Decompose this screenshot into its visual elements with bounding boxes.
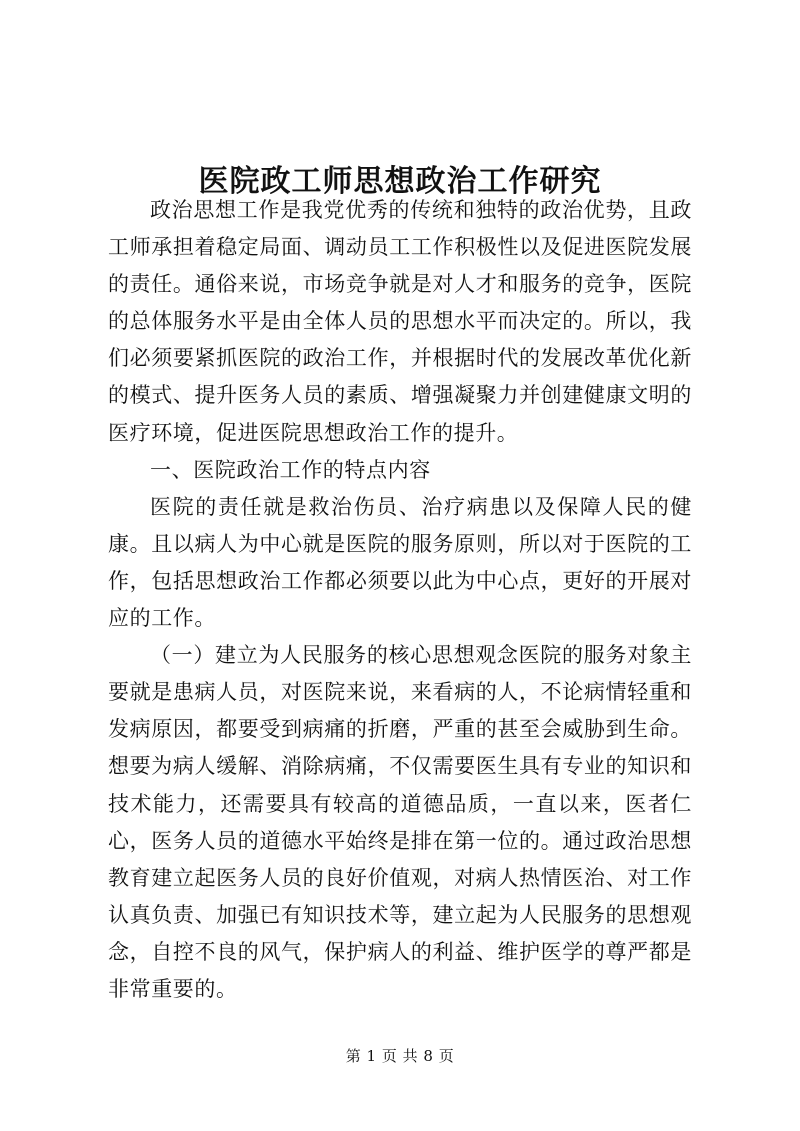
page-footer: 第 1 页 共 8 页 [345,1047,455,1065]
subsection-paragraph: （一）建立为人民服务的核心思想观念医院的服务对象主要就是患病人员，对医院来说，来看病的人，不论病情轻重和发病原因，都要受到病痛的折磨，严重的甚至会威胁到生命。想要为病人缓解、消除病痛，不仅需要医生具有专业的知识和技术能力，还需要具有较高的道德品质，一直以来，医者仁心，医务人员的道德水平始终是排在第一位的。通过政治思想教育建立起医务人员的良好价值观，对病人热情医治、对工作认真负责、加强已有知识技术等，建立起为人民服务的思想观念，自控不良的风气，保护病人的利益、维护医学的尊严都是非常重要的。 [108,643,692,1001]
document-body [108,192,692,1008]
intro-paragraph: 政治思想工作是我党优秀的传统和独特的政治优势，且政工师承担着稳定局面、调动员工工作积极性以及促进医院发展的责任。通俗来说，市场竞争就是对人才和服务的竞争，医院的总体服务水平是由全体人员的思想水平而决定的。所以，我们必须要紧抓医院的政治工作，并根据时代的发展改革优化新的模式、提升医务人员的素质、增强凝聚力并创建健康文明的医疗环境，促进医院思想政治工作的提升。 [108,198,692,445]
section-heading: 一、医院政治工作的特点内容 [150,457,431,482]
section-paragraph: 医院的责任就是救治伤员、治疗病患以及保障人民的健康。且以病人为中心就是医院的服务原则，所以对于医院的工作，包括思想政治工作都必须要以此为中心点，更好的开展对应的工作。 [108,494,692,631]
document-title: 医院政工师思想政治工作研究 [198,164,602,200]
